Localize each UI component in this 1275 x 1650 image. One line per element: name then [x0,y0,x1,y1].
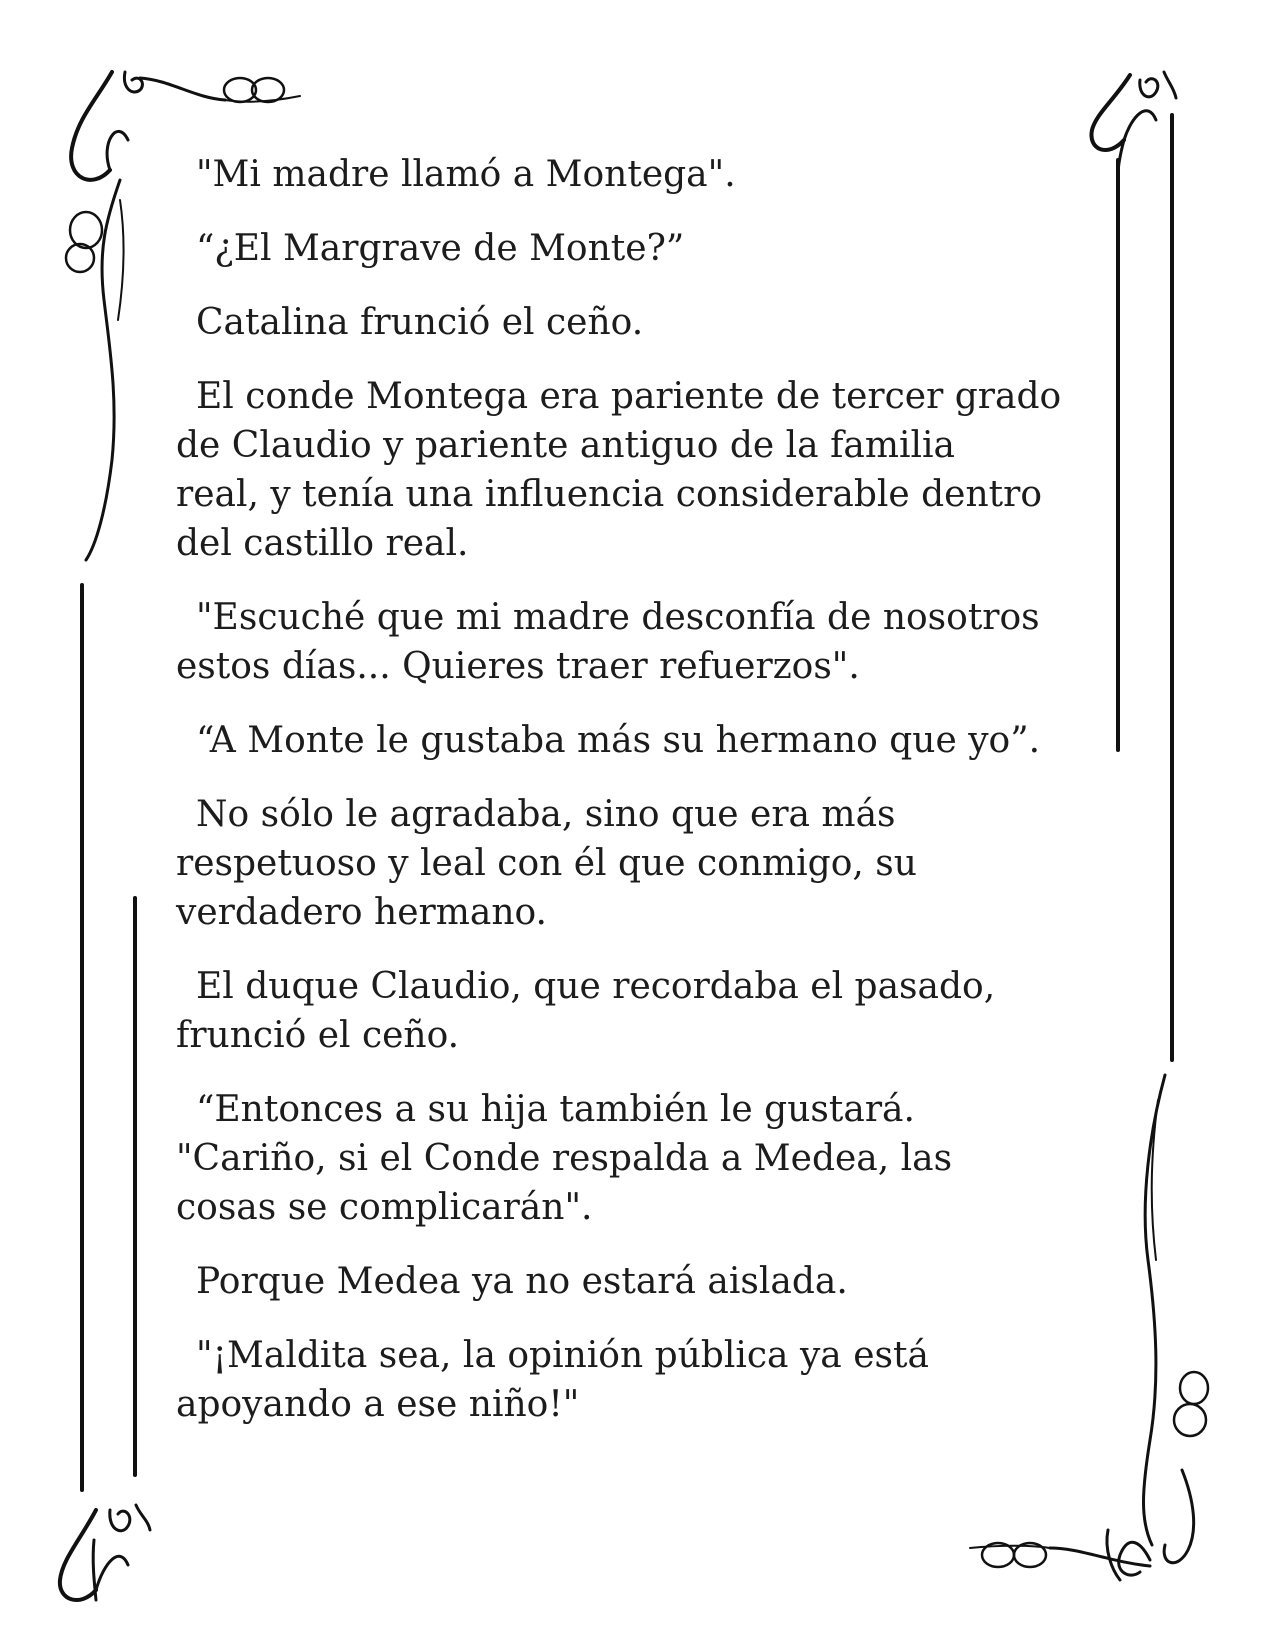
text-line: El conde Montega era pariente de tercer grado [196,376,1062,417]
paragraph [176,1331,1106,1429]
paragraph [176,593,1106,691]
text-line: "Escuché que mi madre desconfía de nosotros [196,597,1040,638]
paragraph [176,790,1106,937]
text-line: respetuoso y leal con él que conmigo, su [176,843,917,884]
paragraph [176,298,1106,347]
page-text [176,150,1106,1454]
text-line: Catalina frunció el ceño. [196,302,644,343]
text-line: cosas se complicarán". [176,1187,593,1228]
text-line: "Cariño, si el Conde respalda a Medea, las [176,1138,953,1179]
text-line: estos días... Quieres traer refuerzos". [176,646,860,687]
text-line: "¡Maldita sea, la opinión pública ya está [196,1335,929,1376]
text-line: apoyando a ese niño!" [176,1384,580,1425]
text-line: “A Monte le gustaba más su hermano que yo”. [196,720,1041,761]
text-line: “¿El Margrave de Monte?” [196,228,685,269]
text-line: Porque Medea ya no estará aislada. [196,1261,848,1302]
text-line: verdadero hermano. [176,892,548,933]
text-line: frunció el ceño. [176,1015,460,1056]
paragraph [176,1257,1106,1306]
paragraph [176,962,1106,1060]
text-line: de Claudio y pariente antiguo de la familia [176,425,956,466]
text-line: "Mi madre llamó a Montega". [196,154,736,195]
text-line: El duque Claudio, que recordaba el pasado, [196,966,996,1007]
paragraph [176,150,1106,199]
text-line: “Entonces a su hija también le gustará. [196,1089,915,1130]
text-line: No sólo le agradaba, sino que era más [196,794,896,835]
flourish-bottom-left [60,1505,150,1600]
text-line: del castillo real. [176,523,469,564]
paragraph [176,1085,1106,1232]
text-line: real, y tenía una influencia considerable dentro [176,474,1043,515]
paragraph [176,224,1106,273]
paragraph [176,372,1106,568]
paragraph [176,716,1106,765]
